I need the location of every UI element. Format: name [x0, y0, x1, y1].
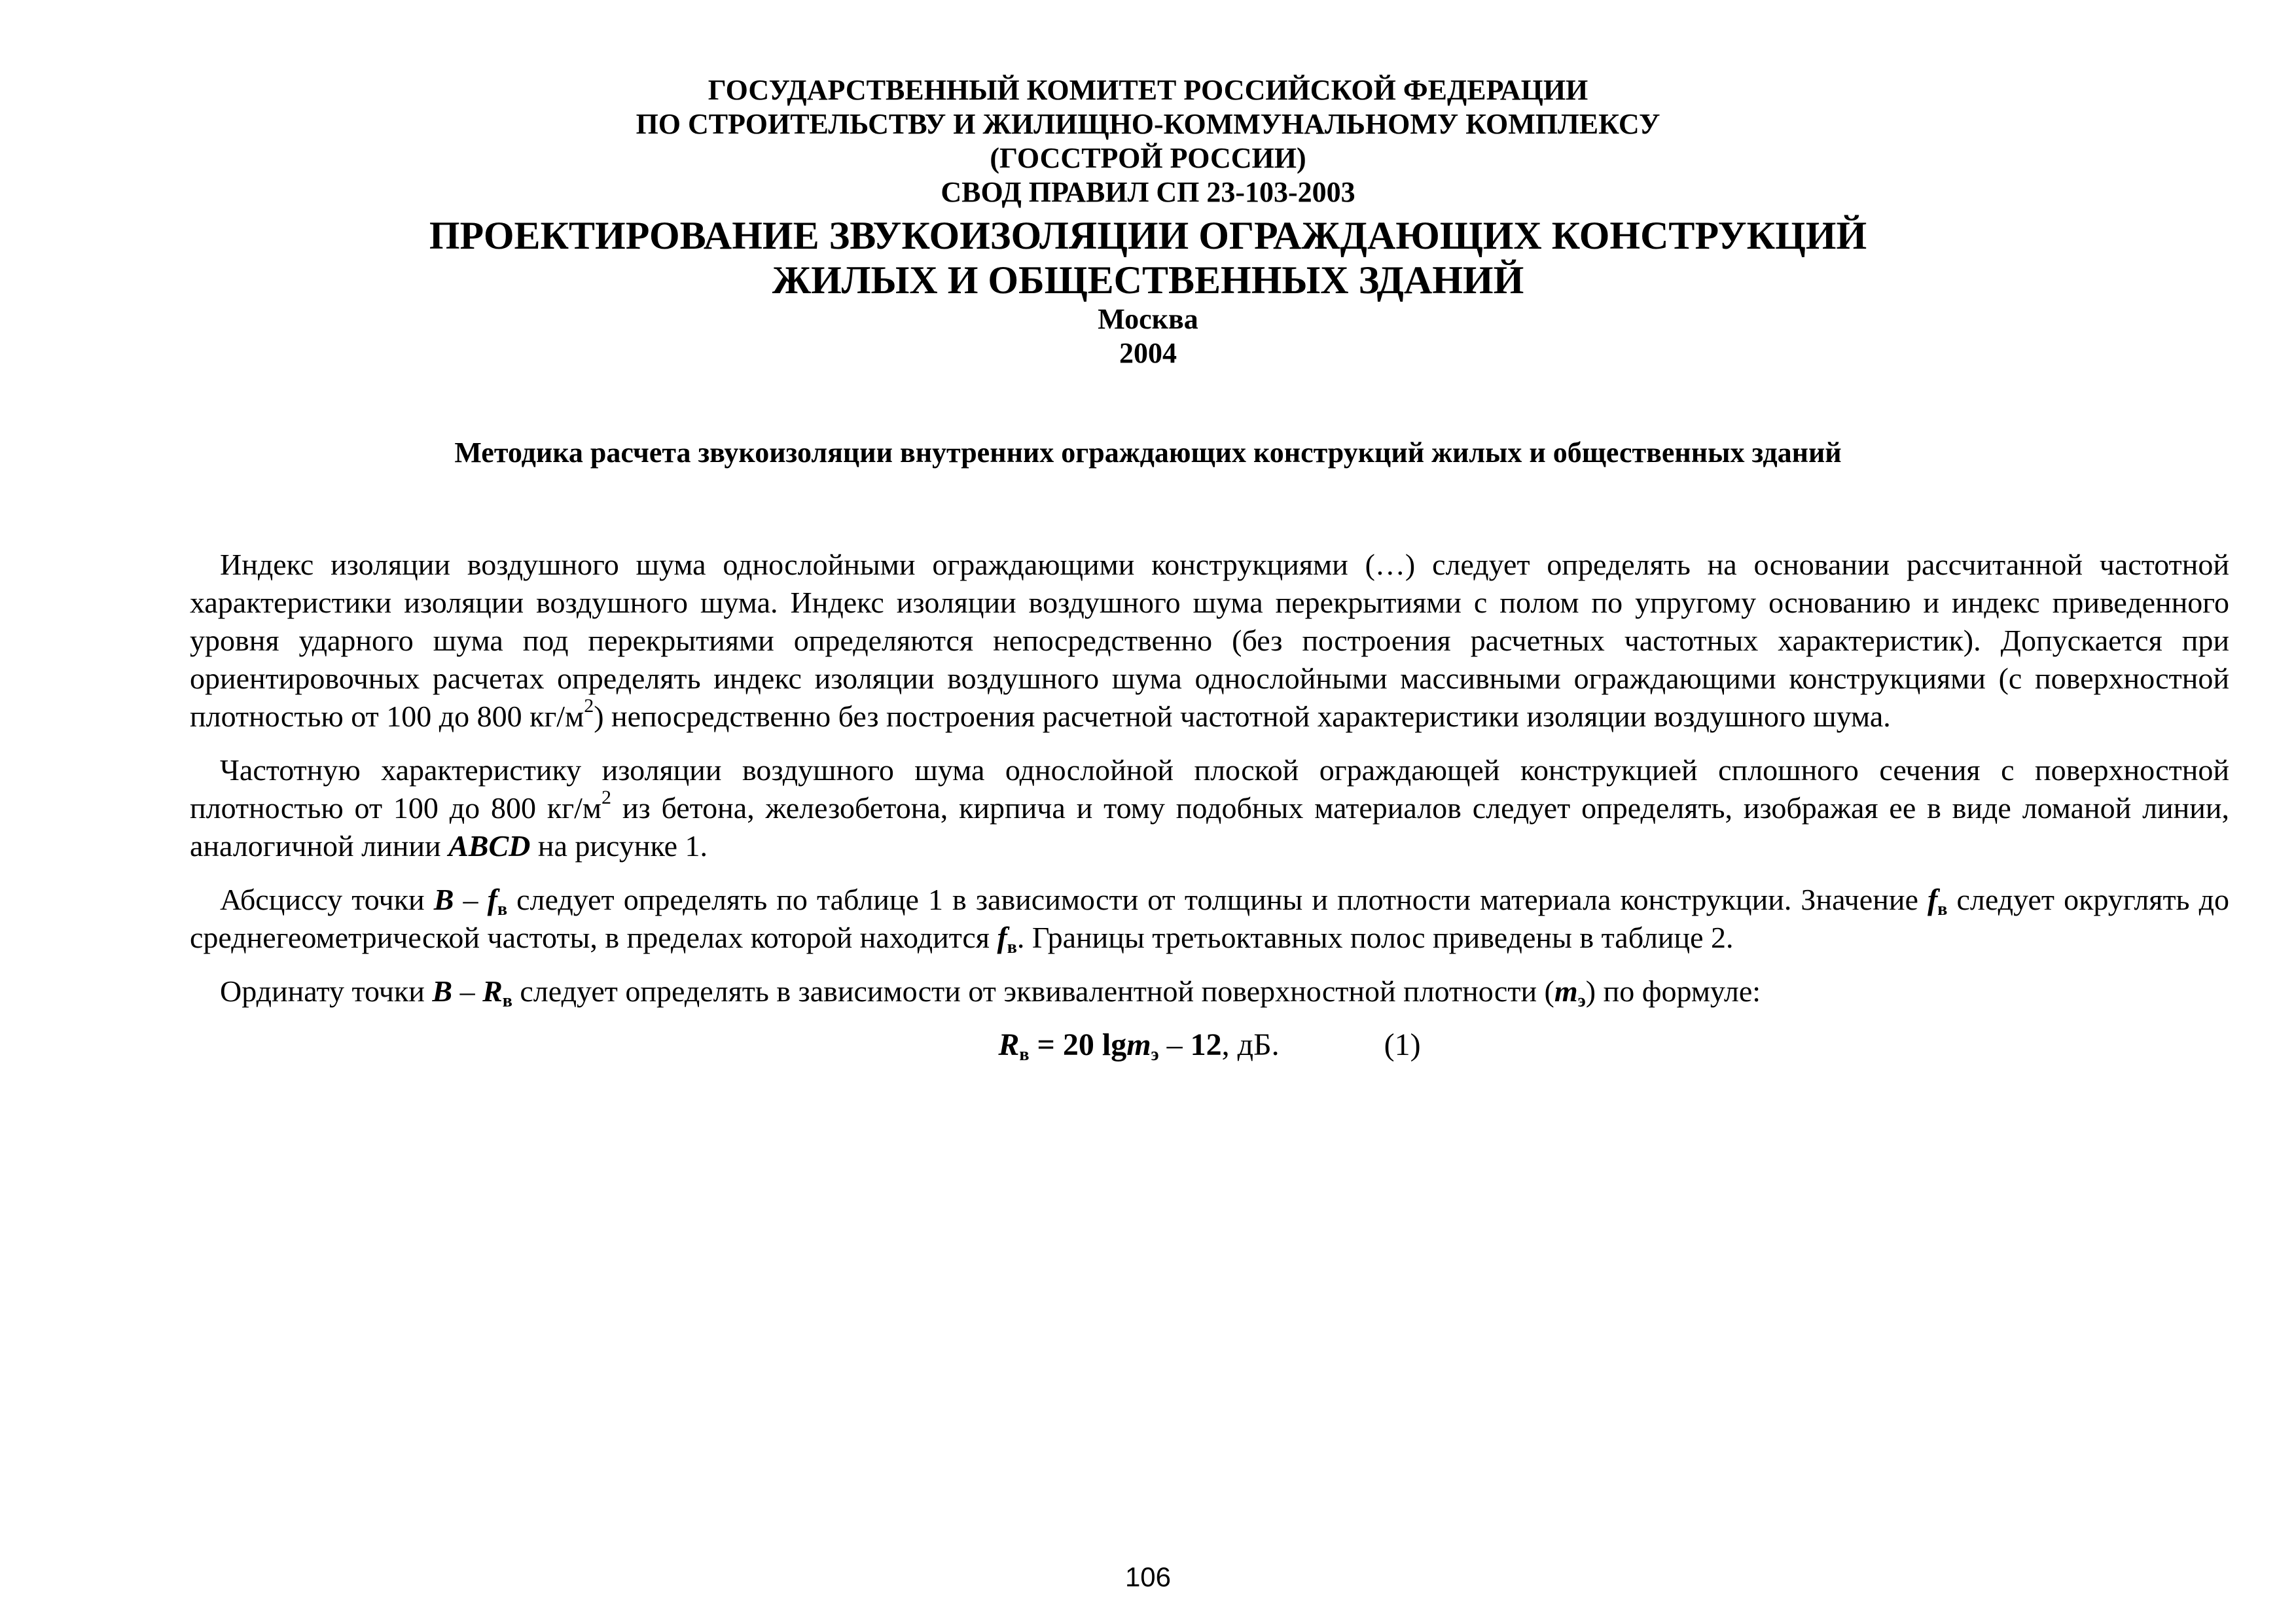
symbol-f-subscript: в — [497, 899, 508, 919]
paragraph-4-text-b: следует определять в зависимости от эквивалентной поверхностной плотности ( — [512, 974, 1554, 1008]
line-abcd-label: ABCD — [448, 829, 531, 863]
paragraph-3-text-a: Абсциссу точки — [220, 883, 434, 916]
page-number: 106 — [1124, 1561, 1172, 1592]
formula-unit: , дБ. — [1221, 1027, 1280, 1062]
formula-symbol-r: R — [998, 1027, 1020, 1062]
symbol-m: m — [1554, 974, 1578, 1008]
paragraph-3-text-d: . Границы третьоктавных полос приведены в таблице 2. — [1016, 921, 1734, 954]
paragraph-2 — [190, 751, 2229, 865]
symbol-f: f — [487, 883, 497, 916]
header-committee: ГОСУДАРСТВЕННЫЙ КОМИТЕТ РОССИЙСКОЙ ФЕДЕРАЦИИ — [708, 74, 1588, 106]
paragraph-4-dash: – — [452, 974, 483, 1008]
formula-symbol-m: m — [1126, 1027, 1151, 1062]
section-title: Методика расчета звукоизоляции внутренних ограждающих конструкций жилых и общественных зданий — [454, 437, 1842, 469]
paragraph-4-text-a: Ординату точки — [220, 974, 433, 1008]
header-year: 2004 — [1119, 337, 1177, 369]
symbol-r: R — [482, 974, 503, 1008]
symbol-f-subscript: в — [1007, 937, 1017, 957]
paragraph-1-text-b: ) непосредственно без построения расчетной частотной характеристики изоляции воздушного шума. — [594, 700, 1891, 733]
header-abbreviation: (ГОССТРОЙ РОССИИ) — [990, 142, 1306, 174]
point-b-label: B — [432, 974, 453, 1008]
paragraph-2-text-c: на рисунке 1. — [530, 829, 708, 863]
formula-r-subscript: в — [1019, 1044, 1030, 1065]
symbol-f: f — [997, 921, 1007, 954]
paragraph-3-text-b: следует определять по таблице 1 в зависимости от толщины и плотности материала конструкции. Значение — [507, 883, 1928, 916]
header-code: СВОД ПРАВИЛ СП 23-103-2003 — [941, 176, 1355, 208]
paragraph-4 — [190, 972, 2229, 1010]
paragraph-2-superscript: 2 — [601, 787, 611, 808]
formula-m-subscript: э — [1151, 1044, 1159, 1065]
formula-1 — [190, 1026, 2229, 1064]
document-header — [0, 73, 2296, 370]
paragraph-4-text-c: ) по формуле: — [1585, 974, 1761, 1008]
body-text — [190, 546, 2229, 1064]
formula-number: (1) — [1384, 1027, 1421, 1062]
paragraph-1-superscript: 2 — [584, 695, 594, 717]
paragraph-3-text-c: следует округлять до среднегеометрической частоты, в пределах которой находится — [190, 883, 2230, 954]
symbol-f-subscript: в — [1937, 899, 1948, 919]
document-title-line2: ЖИЛЫХ И ОБЩЕСТВЕННЫХ ЗДАНИЙ — [772, 259, 1524, 302]
point-b-label: B — [433, 883, 454, 916]
document-title-line1: ПРОЕКТИРОВАНИЕ ЗВУКОИЗОЛЯЦИИ ОГРАЖДАЮЩИХ КОНСТРУКЦИЙ — [429, 214, 1867, 257]
symbol-f: f — [1927, 883, 1938, 916]
symbol-m-subscript: э — [1577, 991, 1586, 1011]
paragraph-3-dash: – — [454, 883, 488, 916]
paragraph-2-text-a: Частотную характеристику изоляции воздушного шума однослойной плоской ограждающей конструкцией сплошного сечения с поверхностной плотностью от 100 до 800 кг/м — [190, 753, 2229, 825]
paragraph-1-text-a: Индекс изоляции воздушного шума однослойными ограждающими конструкциями (…) следует определять на основании рассчитанной частотной характеристики изоляции воздушного шума. Индекс изоляции воздушного шума перекрытиями с полом по упругому основанию и индекс приведенного уровня ударного шума под перекрытиями определяются непосредственно (без построения расчетных частотных характеристик). Допускается при ориентировочных расчетах определять индекс изоляции воздушного шума однослойными массивными ограждающими конструкциями (с поверхностной плотностью от 100 до 800 кг/м — [190, 548, 2229, 733]
paragraph-3 — [190, 881, 2229, 957]
paragraph-1 — [190, 546, 2229, 736]
header-committee-scope: ПО СТРОИТЕЛЬСТВУ И ЖИЛИЩНО-КОММУНАЛЬНОМУ КОМПЛЕКСУ — [636, 108, 1660, 140]
formula-constant: 12 — [1190, 1027, 1222, 1062]
formula-minus: – — [1158, 1027, 1191, 1062]
symbol-r-subscript: в — [502, 991, 512, 1011]
formula-equals: = 20 lg — [1029, 1027, 1127, 1062]
paragraph-2-text-b: из бетона, железобетона, кирпича и тому подобных материалов следует определять, изображая ее в виде ломаной линии, аналогичной линии — [190, 791, 2229, 863]
header-city: Москва — [1098, 303, 1198, 335]
